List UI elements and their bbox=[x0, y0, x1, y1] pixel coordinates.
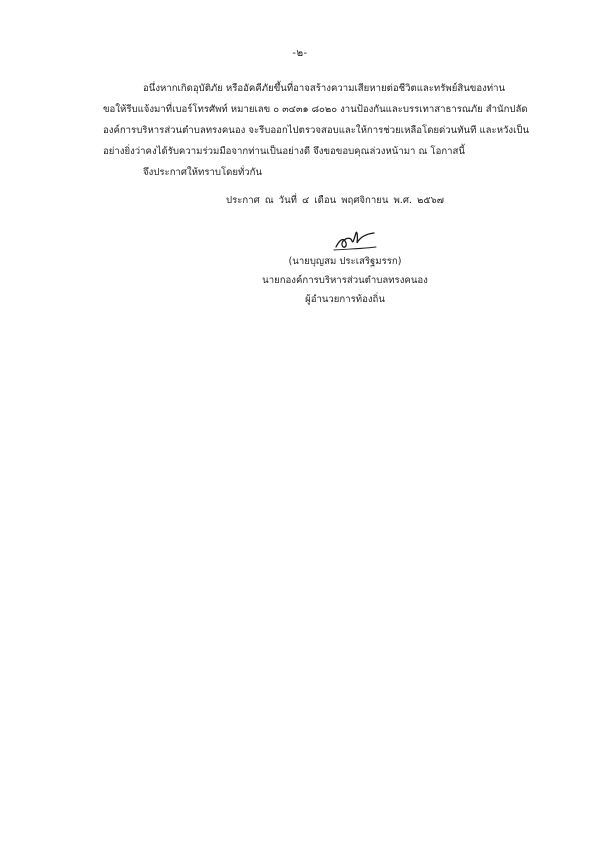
body-line: อย่างยิ่งว่าคงได้รับความร่วมมือจากท่านเป็นอย่างดี จึงขอขอบคุณล่วงหน้ามา ณ โอกาสนี้ bbox=[103, 146, 465, 157]
body-line: องค์การบริหารส่วนตำบลทรงคนอง จะรีบออกไปตรวจสอบและให้การช่วยเหลือโดยด่วนทันที และหวังเป็น bbox=[103, 125, 530, 136]
signatory-position: นายกองค์การบริหารส่วนตำบลทรงคนอง bbox=[262, 275, 428, 286]
page-number: -๒- bbox=[292, 48, 308, 59]
body-line: ขอให้รีบแจ้งมาที่เบอร์โทรศัพท์ หมายเลข ๐ ๓๔๓๑ ๘๐๒๐ งานป้องกันและบรรเทาสาธารณภัย สำนักปลัด bbox=[103, 104, 528, 115]
handwritten-signature bbox=[330, 225, 378, 255]
inform-line: จึงประกาศให้ทราบโดยทั่วกัน bbox=[143, 167, 263, 178]
body-line: อนึ่งหากเกิดอุบัติภัย หรืออัคคีภัยขึ้นที่อาจสร้างความเสียหายต่อชีวิตและทรัพย์สินของท่าน bbox=[143, 83, 506, 94]
body-paragraph bbox=[103, 78, 530, 162]
announcement-date: ประกาศ ณ วันที่ ๔ เดือน พฤศจิกายน พ.ศ. ๒๕๖๗ bbox=[226, 195, 444, 206]
signatory-name: (นายบุญสม ประเสริฐมรรก) bbox=[288, 256, 402, 267]
signatory-role: ผู้อำนวยการท้องถิ่น bbox=[305, 294, 385, 305]
signature-block bbox=[230, 252, 460, 309]
